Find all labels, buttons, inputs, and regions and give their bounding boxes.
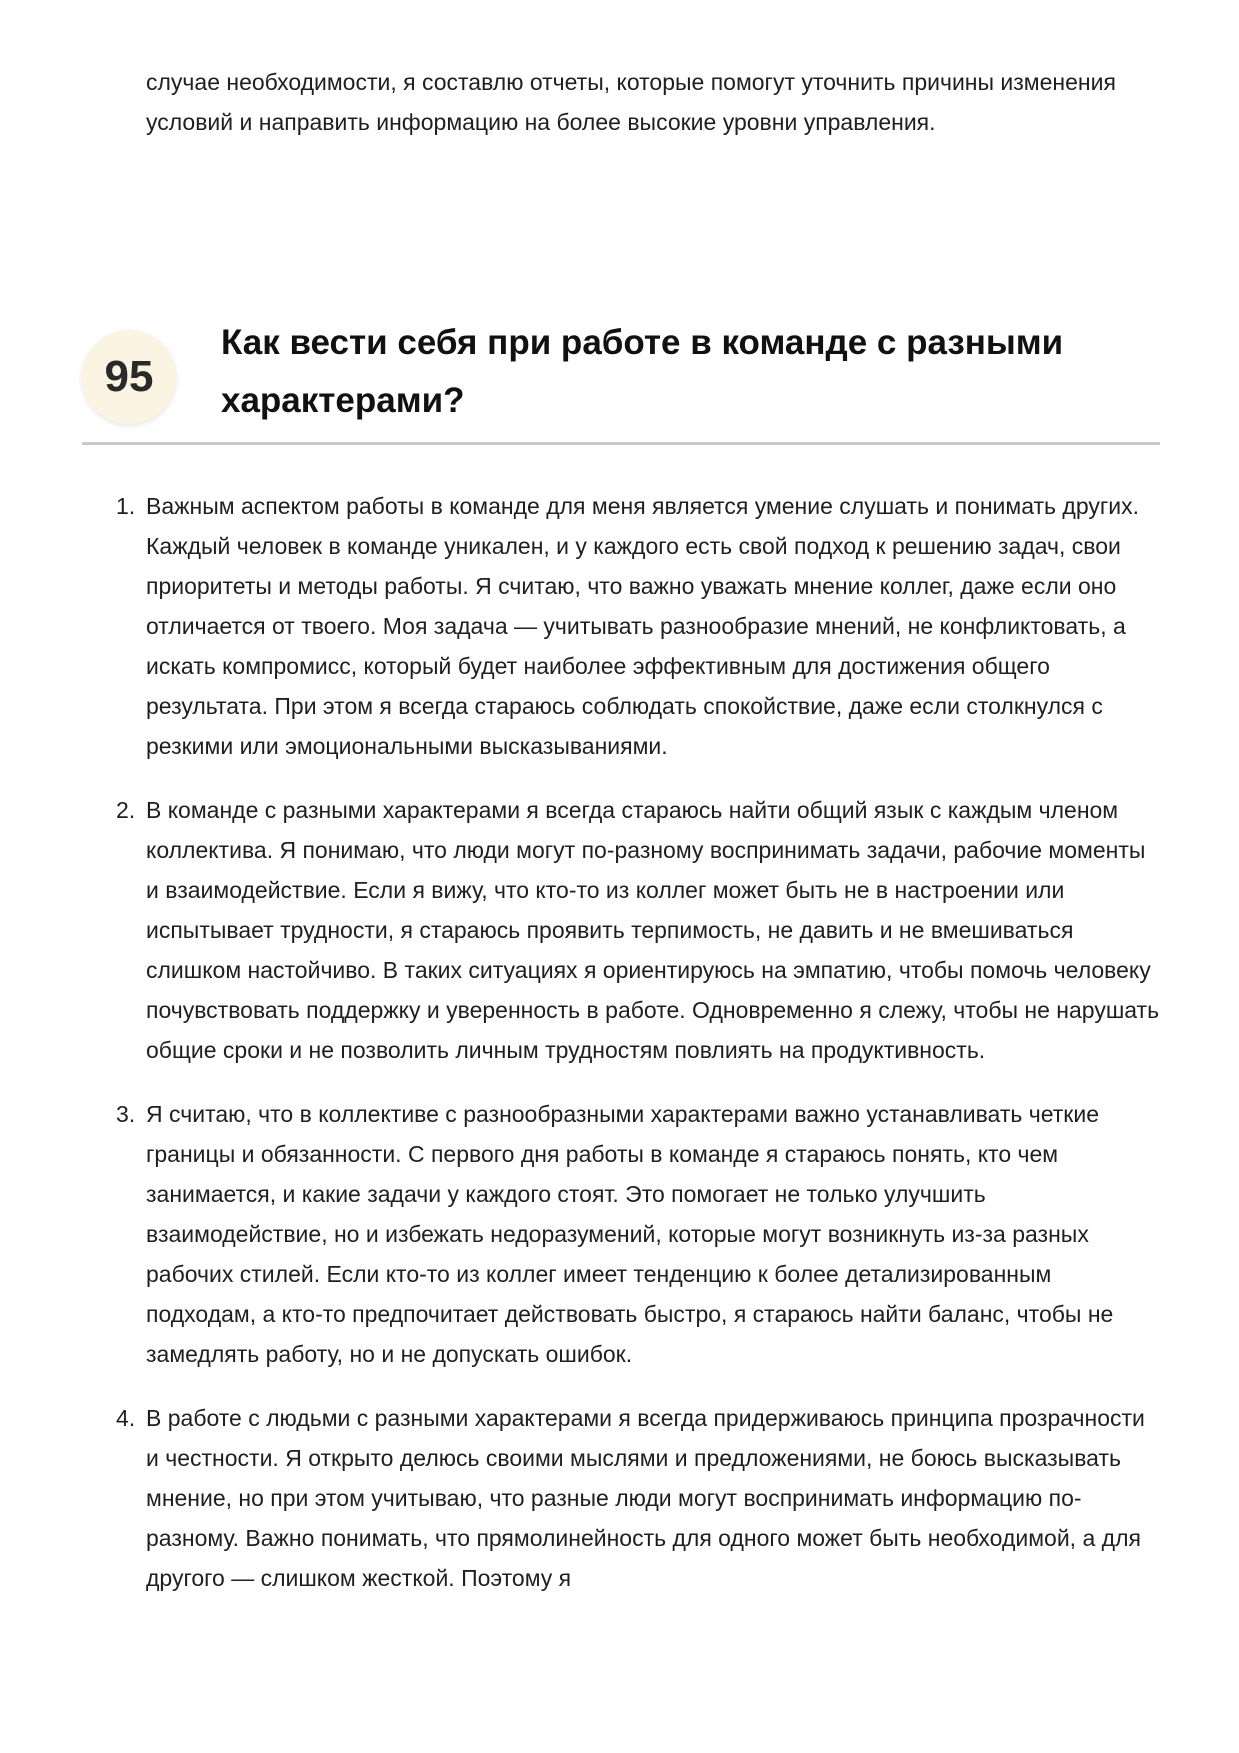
answer-item	[116, 1094, 1162, 1374]
answer-item	[116, 486, 1162, 766]
answer-text: Важным аспектом работы в команде для меня является умение слушать и понимать других. Каждый человек в команде уникален, и у каждого есть свой подход к решению задач, свои приоритеты и методы работы. Я считаю, что важно уважать мнение коллег, даже если оно отличается от твоего. Моя задача — учитывать разнообразие мнений, не конфликтовать, а искать компромисс, который будет наиболее эффективным для достижения общего результата. При этом я всегда стараюсь соблюдать спокойствие, даже если столкнулся с резкими или эмоциональными высказываниями.	[146, 493, 1139, 759]
answer-text: В команде с разными характерами я всегда стараюсь найти общий язык с каждым членом коллектива. Я понимаю, что люди могут по-разному воспринимать задачи, рабочие моменты и взаимодействие. Если я вижу, что кто-то из коллег может быть не в настроении или испытывает трудности, я стараюсь проявить терпимость, не давить и не вмешиваться слишком настойчиво. В таких ситуациях я ориентируюсь на эмпатию, чтобы помочь человеку почувствовать поддержку и уверенность в работе. Одновременно я слежу, чтобы не нарушать общие сроки и не позволить личным трудностям повлиять на продуктивность.	[146, 797, 1160, 1063]
answer-number: 3.	[116, 1101, 136, 1127]
heading-divider	[82, 442, 1160, 445]
intro-paragraph: случае необходимости, я составлю отчеты, которые помогут уточнить причины изменения условий и направить информацию на более высокие уровни управления.	[146, 69, 1116, 135]
answer-list	[116, 486, 1162, 1622]
answer-item	[116, 1398, 1162, 1598]
answer-number: 4.	[116, 1405, 136, 1431]
answer-item	[116, 790, 1162, 1070]
answer-number: 1.	[116, 493, 136, 519]
question-title: Как вести себя при работе в команде с разными характерами?	[221, 323, 1064, 420]
answer-number: 2.	[116, 797, 136, 823]
question-heading	[82, 314, 1162, 446]
answer-text: Я считаю, что в коллективе с разнообразными характерами важно устанавливать четкие границы и обязанности. С первого дня работы в команде я стараюсь понять, кто чем занимается, и какие задачи у каждого стоят. Это помогает не только улучшить взаимодействие, но и избежать недоразумений, которые могут возникнуть из-за разных рабочих стилей. Если кто-то из коллег имеет тенденцию к более детализированным подходам, а кто-то предпочитает действовать быстро, я стараюсь найти баланс, чтобы не замедлять работу, но и не допускать ошибок.	[146, 1101, 1114, 1367]
answer-text: В работе с людьми с разными характерами я всегда придерживаюсь принципа прозрачности и честности. Я открыто делюсь своими мыслями и предложениями, не боюсь высказывать мнение, но при этом учитываю, что разные люди могут воспринимать информацию по-разному. Важно понимать, что прямолинейность для одного может быть необходимой, а для другого — слишком жесткой. Поэтому я	[146, 1405, 1145, 1591]
question-number-badge: 95	[82, 330, 176, 424]
